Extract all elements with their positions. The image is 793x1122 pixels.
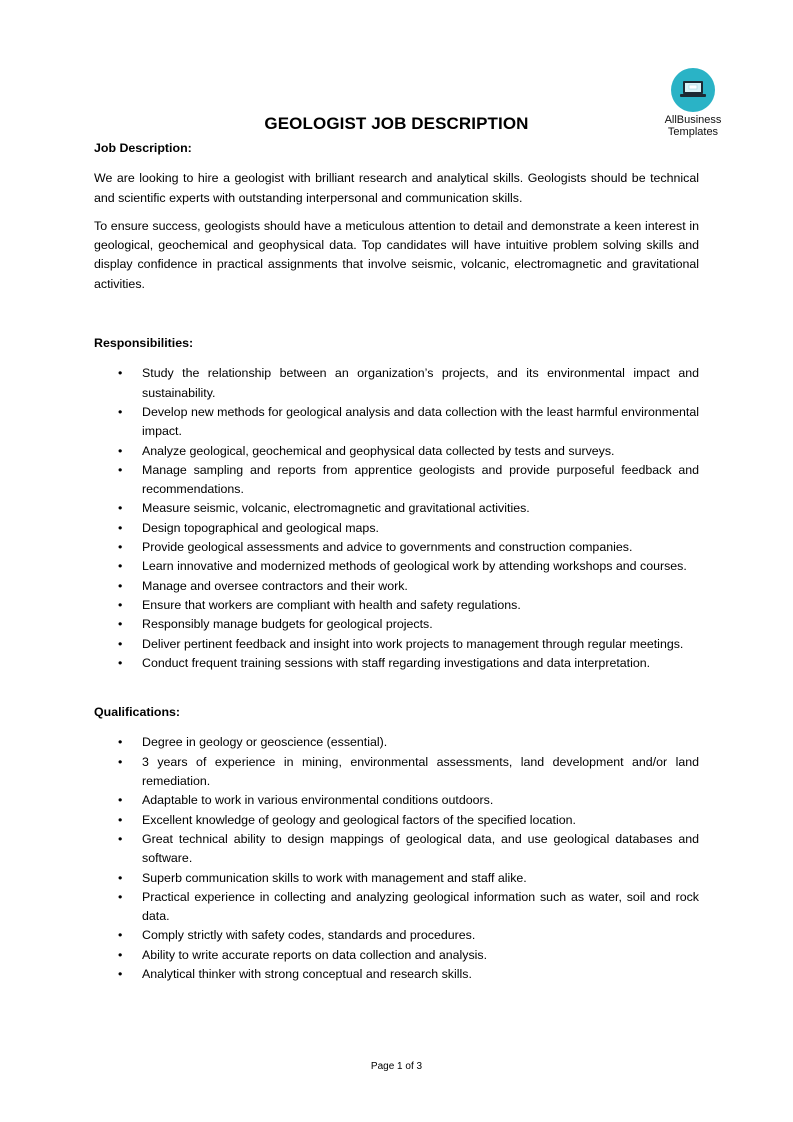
bullet-icon: • — [118, 443, 123, 458]
bullet-icon: • — [118, 870, 123, 885]
list-item: • Comply strictly with safety codes, standards and procedures. — [94, 926, 699, 945]
page-number: Page 1 of 3 — [370, 1061, 423, 1072]
list-item: • Responsibly manage budgets for geological projects. — [94, 615, 699, 634]
bullet-icon: • — [118, 559, 123, 574]
bullet-icon: • — [118, 597, 123, 612]
bullet-icon: • — [118, 462, 123, 477]
list-item: • Degree in geology or geoscience (essential). — [94, 733, 699, 752]
bullet-icon: • — [118, 540, 123, 555]
list-item: • Excellent knowledge of geology and geological factors of the specified location. — [94, 811, 699, 830]
bullet-icon: • — [118, 754, 123, 769]
list-item: • Measure seismic, volcanic, electromagnetic and gravitational activities. — [94, 499, 699, 518]
bullet-icon: • — [118, 617, 123, 632]
job-description-paragraph-1: We are looking to hire a geologist with brilliant research and analytical skills. Geologists should be technical and scientific experts with outstanding interpersonal and communication skills. — [94, 171, 699, 205]
qualifications-heading: Qualifications: — [94, 705, 181, 720]
responsibilities-list — [94, 364, 699, 673]
bullet-icon: • — [118, 735, 123, 750]
bullet-icon: • — [118, 636, 123, 651]
list-item: • Ability to write accurate reports on data collection and analysis. — [94, 946, 699, 965]
bullet-icon: • — [118, 520, 123, 535]
document-body — [94, 139, 699, 984]
list-item: • Analyze geological, geochemical and geophysical data collected by tests and surveys. — [94, 442, 699, 461]
bullet-icon: • — [118, 501, 123, 516]
bullet-icon: • — [118, 366, 123, 381]
list-item: • Study the relationship between an organization’s projects, and its environmental impact and sustainability. — [118, 366, 699, 400]
laptop-logo-icon — [671, 68, 715, 112]
bullet-icon: • — [118, 831, 123, 846]
list-item: • Practical experience in collecting and analyzing geological information such as water, soil and rock data. — [118, 889, 699, 924]
bullet-icon: • — [118, 812, 123, 827]
list-item: • Analytical thinker with strong conceptual and research skills. — [94, 965, 699, 984]
list-item: • Manage and oversee contractors and their work. — [94, 577, 699, 596]
bullet-icon: • — [118, 793, 123, 808]
list-item: • Superb communication skills to work with management and staff alike. — [94, 869, 699, 888]
bullet-icon: • — [118, 655, 123, 670]
logo-line2: Templates — [667, 126, 719, 138]
page-title: GEOLOGIST JOB DESCRIPTION — [264, 114, 529, 133]
list-item: • Learn innovative and modernized methods of geological work by attending workshops and courses. — [94, 557, 699, 576]
job-description-heading: Job Description: — [94, 141, 192, 155]
list-item: • Adaptable to work in various environmental conditions outdoors. — [94, 791, 699, 810]
list-item: • Manage sampling and reports from apprentice geologists and provide purposeful feedback and recommendations. — [118, 462, 699, 497]
list-item: • Develop new methods for geological analysis and data collection with the least harmful environmental impact. — [118, 404, 699, 439]
bullet-icon: • — [118, 404, 123, 419]
qualifications-list — [94, 733, 699, 984]
bullet-icon: • — [118, 889, 123, 904]
job-description-paragraph-2: To ensure success, geologists should have a meticulous attention to detail and demonstrate a keen interest in geological, geochemical and geophysical data. Top candidates will have intuitive problem solving skills and display confidence in practical assignments that involve seismic, volcanic, electromagnetic and gravitational activities. — [94, 218, 699, 291]
list-item: • Deliver pertinent feedback and insight into work projects to management through regular meetings. — [94, 635, 699, 654]
list-item: • 3 years of experience in mining, environmental assessments, land development and/or land remediation. — [118, 754, 699, 789]
bullet-icon: • — [118, 966, 123, 981]
bullet-icon: • — [118, 578, 123, 593]
list-item: • Conduct frequent training sessions with staff regarding investigations and data interpretation. — [94, 654, 699, 673]
bullet-icon: • — [118, 928, 123, 943]
list-item: • Great technical ability to design mappings of geological data, and use geological databases and software. — [118, 831, 699, 866]
list-item: • Provide geological assessments and advice to governments and construction companies. — [94, 538, 699, 557]
list-item: • Ensure that workers are compliant with health and safety regulations. — [94, 596, 699, 615]
logo-line1: AllBusiness — [664, 114, 722, 126]
bullet-icon: • — [118, 947, 123, 962]
list-item: • Design topographical and geological maps. — [94, 519, 699, 538]
responsibilities-heading: Responsibilities: — [94, 336, 194, 351]
